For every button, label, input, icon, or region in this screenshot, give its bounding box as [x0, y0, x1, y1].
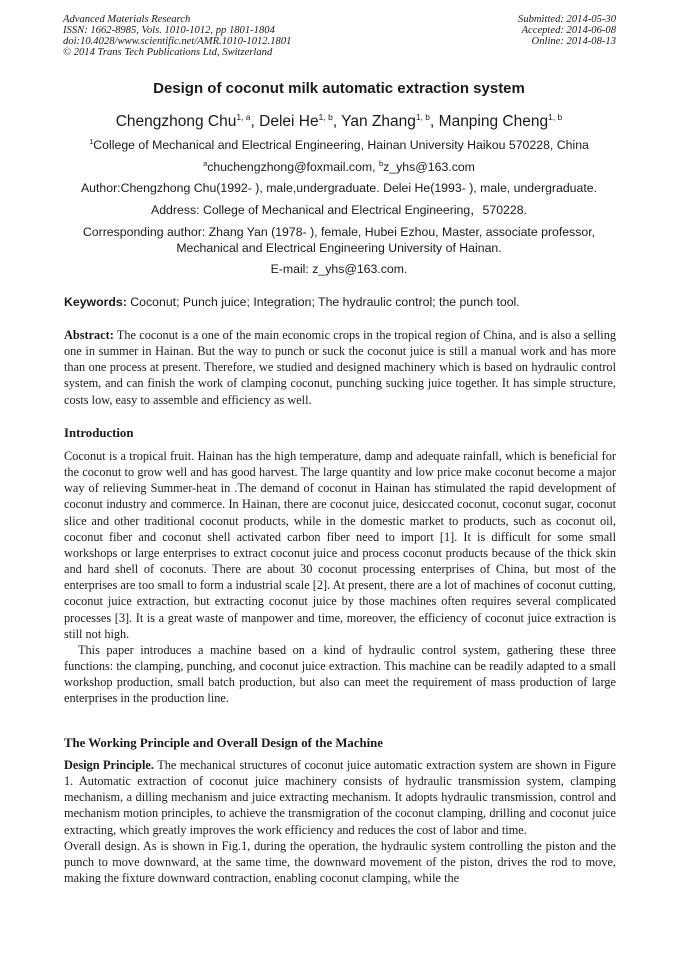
keywords-text: Coconut; Punch juice; Integration; The hydraulic control; the punch tool.	[126, 295, 520, 309]
author-name: Yan Zhang	[341, 113, 416, 130]
abstract	[64, 327, 616, 408]
abstract-label: Abstract:	[64, 328, 114, 342]
author-info: Author:Chengzhong Chu(1992- ), male,undergraduate. Delei He(1993- ), male, undergraduate.	[80, 181, 598, 195]
corresponding-author: Corresponding author: Zhang Yan (1978- ), female, Hubei Ezhou, Master, associate professor, Mechanical and Electrical Engineering University of Hainan.	[82, 225, 596, 255]
author-name: Chengzhong Chu	[115, 113, 237, 130]
author-affil-mark: 1, b	[548, 111, 563, 122]
doi-line[interactable]: doi:10.4028/www.scientific.net/AMR.1010-1012.1801	[63, 36, 292, 47]
contact-email: E-mail: z_yhs@163.com.	[270, 262, 408, 276]
working-principle-body	[64, 757, 616, 886]
author-affil-mark: 1, b	[415, 111, 431, 122]
design-principle-label: Design Principle.	[64, 758, 154, 772]
author-affil-mark: 1, a	[236, 111, 251, 122]
author-list	[0, 113, 678, 131]
paper-title: Design of coconut milk automatic extraction system	[153, 80, 525, 97]
keywords	[64, 295, 616, 309]
introduction-paragraph: This paper introduces a machine based on a kind of hydraulic control system, gathering these three functions: the clamping, punching, and coconut juice extraction. This machine can be readily adapted to a small workshop production, small batch production, but also can meet the requirement of mass production of large enterprises in the production line.	[64, 642, 616, 706]
affiliation	[40, 138, 638, 154]
affiliation-text: College of Mechanical and Electrical Engineering, Hainan University Haikou 570228, China	[93, 138, 589, 152]
email-mark-a: a	[203, 158, 208, 168]
author-name: Delei He	[259, 113, 319, 130]
author-separator: ,	[332, 113, 342, 130]
issn-line: ISSN: 1662-8985, Vols. 1010-1012, pp 1801-1804	[63, 25, 275, 36]
author-name: Manping Cheng	[438, 113, 549, 130]
keywords-label: Keywords:	[64, 295, 127, 309]
email-a[interactable]: chuchengzhong@foxmail.com,	[207, 160, 379, 174]
introduction-heading: Introduction	[64, 426, 134, 440]
address: Address: College of Mechanical and Electrical Engineering，570228.	[151, 203, 527, 217]
affiliation-mark: 1	[89, 136, 94, 146]
author-affil-mark: 1, b	[318, 111, 333, 122]
email-line-top	[40, 160, 638, 176]
introduction-paragraph: Coconut is a tropical fruit. Hainan has the high temperature, damp and adequate rainfall, which is beneficial for the coconut to grow well and has good harvest. The large quantity and low price make coconut become a major way of relieving Summer-heat in .The demand of coconut in Hainan has stimulated the rapid development of coconut industry and commerce. In Hainan, there are coconut juice, desiccated coconut, coconut sugar, coconut slice and other traditional coconut products, while in the domestic market to products, such as coconut oil, coconut fiber and coconut shell activated carbon fiber need to import [1]. It is difficult for some small workshops or large enterprises to extract coconut juice and process coconut products because of the thick skin and hard shell of coconuts. There are about 30 coconut processing enterprises of China, but most of the enterprises are too small to form a industrial scale [2]. At present, there are a lot of machines of coconut cutting, coconut juice extraction, but extracting coconut juice by those machines often requires several complicated processes [3]. It is a great waste of manpower and time, moreover, the efficiency of coconut juice extraction is still not high.	[64, 449, 616, 641]
email-mark-b: b	[378, 158, 384, 168]
introduction-body	[64, 448, 616, 707]
dates-header	[518, 14, 616, 47]
author-separator: ,	[430, 113, 439, 130]
abstract-text: The coconut is a one of the main economic crops in the tropical region of China, and is also a selling one in summer in Hainan. But the way to punch or suck the coconut juice is still a manual work and has more than one process at present. Therefore, we studied and designed machinery which is based on hydraulic control system, and can finish the work of clamping coconut, punching sucking juice together. It has simple structure, costs low, easy to assemble and efficiency as well.	[64, 328, 616, 407]
journal-header	[63, 14, 291, 58]
design-principle-text: The mechanical structures of coconut juice automatic extraction system are shown in Figure 1. Automatic extraction of coconut juice machinery consists of hydraulic transmission system, clamping mechanism, a dilling mechanism and juice extracting mechanism. It adopts hydraulic transmission, control and mechanism motion principles, to achieve the transmigration of the coconut clamping, drilling and coconut juice extracting, which greatly improves the work efficiency and reduces the cost of labor and time.	[64, 758, 616, 837]
email-b[interactable]: z_yhs@163.com	[383, 160, 475, 174]
author-separator: ,	[250, 113, 260, 130]
working-principle-heading: The Working Principle and Overall Design of the Machine	[64, 736, 383, 750]
overall-design-paragraph: Overall design. As is shown in Fig.1, during the operation, the hydraulic system controlling the piston and the punch to move downward, at the same time, the downward movement of the piston, drives the rod to move, making the fixture downward contraction, enabling coconut clamping, while the	[64, 838, 616, 886]
accepted-date: Accepted: 2014-06-08	[521, 25, 616, 36]
journal-name: Advanced Materials Research	[63, 14, 191, 25]
submitted-date: Submitted: 2014-05-30	[518, 14, 616, 25]
copyright-line: © 2014 Trans Tech Publications Ltd, Switzerland	[63, 47, 273, 58]
online-date: Online: 2014-08-13	[531, 36, 616, 47]
